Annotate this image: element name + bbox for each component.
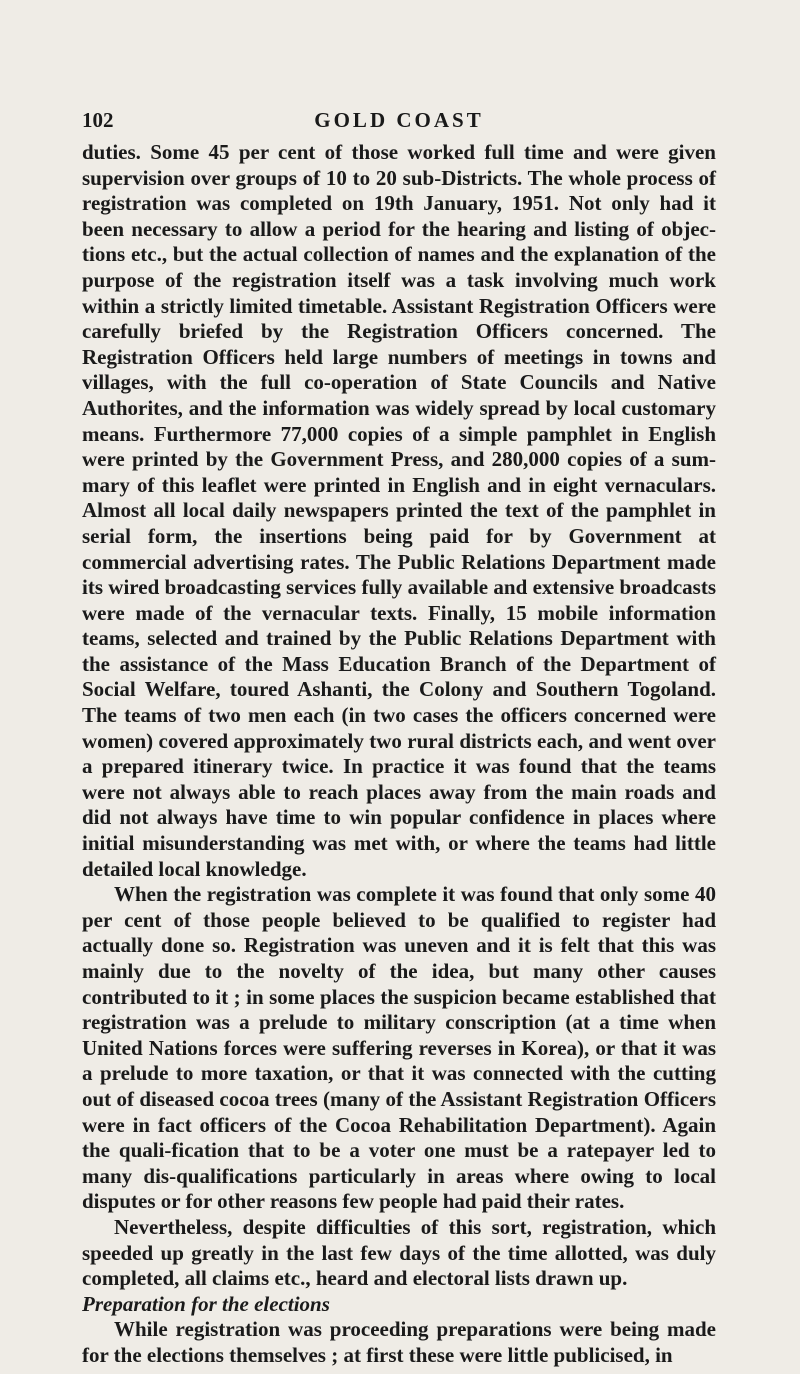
paragraph-2: When the registration was complete it was found that only some 40 per cent of those people believed to be qualified to register had actually done so. Registration was uneven and it is felt that this was mainly due to the novelty of the idea, but many other causes contributed to it ; in some places the suspicion became established that registration was a prelude to military conscription (at a time when United Nations forces were suffering reverses in Korea), or that it was a prelude to more taxation, or that it was connected with the cutting out of diseased cocoa trees (many of the Assistant Registration Officers were in fact officers of the Cocoa Rehabilitation Department). Again the quali-fication that to be a voter one must be a ratepayer led to many dis-qualifications particularly in areas where owing to local disputes or for other reasons few people had paid their rates. (82, 882, 716, 1214)
section-heading: Preparation for the elections (82, 1291, 330, 1316)
paragraph-3: Nevertheless, despite difficulties of this sort, registration, which speeded up greatly in the last few days of the time allotted, was duly completed, all claims etc., heard and electoral lists drawn up. (82, 1214, 716, 1291)
page-number: 102 (82, 108, 114, 132)
running-head: GOLD COAST (314, 108, 484, 132)
body-text (82, 140, 716, 1369)
paragraph-4: While registration was proceeding preparations were being made for the elections themselves ; at first these were little publicised, in (82, 1317, 716, 1367)
paragraph-1: duties. Some 45 per cent of those worked full time and were given supervision over groups of 10 to 20 sub-Districts. The whole process of registration was completed on 19th January, 1951. Not only had it been necessary to allow a period for the hearing and listing of objec-tions etc., but the actual collection of names and the explanation of the purpose of the registration itself was a task involving much work within a strictly limited timetable. Assistant Registration Officers were carefully briefed by the Registration Officers concerned. The Registration Officers held large numbers of meetings in towns and villages, with the full co-operation of State Councils and Native Authorites, and the information was widely spread by local customary means. Furthermore 77,000 copies of a simple pamphlet in English were printed by the Government Press, and 280,000 copies of a sum-mary of this leaflet were printed in English and in eight vernaculars. Almost all local daily newspapers printed the text of the pamphlet in serial form, the insertions being paid for by Government at commercial advertising rates. The Public Relations Department made its wired broadcasting services fully available and extensive broadcasts were made of the vernacular texts. Finally, 15 mobile information teams, selected and trained by the Public Relations Department with the assistance of the Mass Education Branch of the Department of Social Welfare, toured Ashanti, the Colony and Southern Togoland. The teams of two men each (in two cases the officers concerned were women) covered approximately two rural districts each, and went over a prepared itinerary twice. In practice it was found that the teams were not always able to reach places away from the main roads and did not always have time to win popular confidence in places where initial misunderstanding was met with, or where the teams had little detailed local knowledge. (82, 140, 716, 881)
page-header (82, 108, 716, 138)
